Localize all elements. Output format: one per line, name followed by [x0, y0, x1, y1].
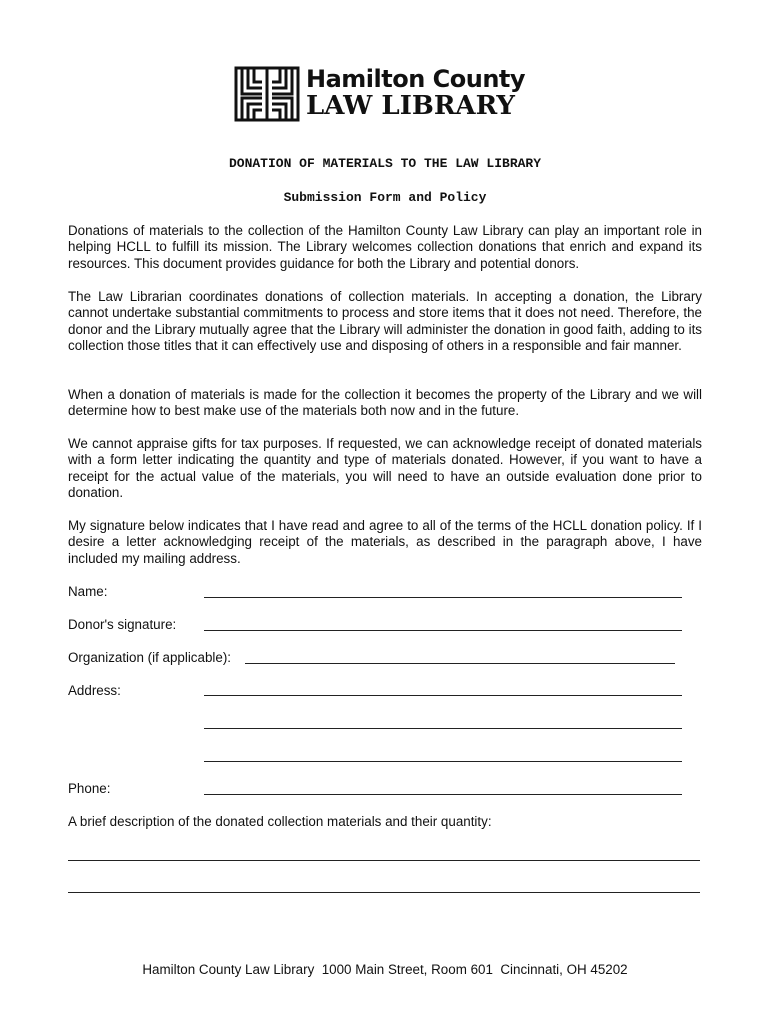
document-title: DONATION OF MATERIALS TO THE LAW LIBRARY	[228, 156, 542, 171]
description-field-line-2[interactable]	[68, 892, 700, 893]
address-field-line-3[interactable]	[204, 761, 682, 762]
address-label: Address:	[68, 683, 121, 698]
organization-field[interactable]	[245, 663, 675, 664]
logo-line-county: Hamilton County	[306, 65, 526, 93]
name-field[interactable]	[204, 597, 682, 598]
signature-label: Donor's signature:	[68, 617, 177, 632]
footer-address: Hamilton County Law Library 1000 Main Street, Room 601 Cincinnati, OH 45202	[142, 962, 628, 977]
description-field-line-1[interactable]	[68, 860, 700, 861]
paragraph-ownership: When a donation of materials is made for the collection it becomes the property of the Library and we will determine how to best make use of the materials both now and in the future.	[68, 387, 702, 419]
paragraph-intro: Donations of materials to the collection of the Hamilton County Law Library can play an important role in helping HCLL to fulfill its mission. The Library welcomes collection donations that enrich and expand its resources. This document provides guidance for both the Library and potential donors.	[68, 223, 702, 271]
paragraph-agreement: My signature below indicates that I have read and agree to all of the terms of the HCLL donation policy. If I desire a letter acknowledging receipt of the materials, as described in the paragraph above, I have included my mailing address.	[68, 518, 702, 566]
address-field-line-2[interactable]	[204, 728, 682, 729]
paragraph-appraisal: We cannot appraise gifts for tax purposes. If requested, we can acknowledge receipt of donated materials with a form letter indicating the quantity and type of materials donated. However, if you want to have a receipt for the actual value of the materials, you will need to have an outside evaluation done prior to donation.	[68, 436, 702, 500]
phone-label: Phone:	[68, 781, 111, 796]
paragraph-coordination: The Law Librarian coordinates donations of collection materials. In accepting a donation, the Library cannot undertake substantial commitments to process and store items that it does not need. Therefore, the donor and the Library mutually agree that the Library will administer the donation in good faith, adding to its collection those titles that it can effectively use and disposing of others in a responsible and fair manner.	[68, 289, 702, 353]
name-label: Name:	[68, 584, 108, 599]
phone-field[interactable]	[204, 794, 682, 795]
description-label: A brief description of the donated collection materials and their quantity:	[68, 814, 492, 829]
logo-mark-icon	[234, 66, 300, 122]
logo-line-library: LAW LIBRARY	[306, 91, 515, 121]
organization-label: Organization (if applicable):	[68, 650, 232, 665]
library-logo	[234, 66, 544, 122]
address-field-line-1[interactable]	[204, 695, 682, 696]
document-subtitle: Submission Form and Policy	[283, 190, 487, 205]
signature-field[interactable]	[204, 630, 682, 631]
